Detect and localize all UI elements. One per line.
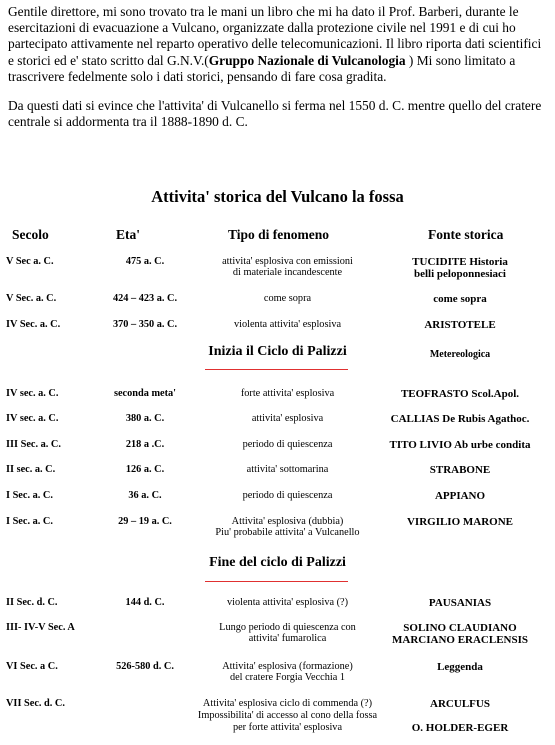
cell-eta: 424 – 423 a. C.	[112, 293, 178, 304]
table-row	[0, 516, 555, 546]
cell-tipo: attivita' sottomarina	[246, 464, 329, 475]
intro-p1-part-b: ) Mi sono limitato a trascrivere fedelmente solo i dati storici, pensando di fare cosa gradita.	[8, 52, 516, 84]
cell-fonte: come sopra	[433, 293, 487, 305]
cell-tipo: forte attivita' esplosiva	[240, 388, 335, 399]
section-rule-1	[205, 369, 348, 370]
table-row	[0, 622, 555, 652]
cell-tipo: Attivita' esplosiva (formazione) del cratere Forgia Vecchia 1	[222, 661, 353, 683]
cell-eta: 370 – 350 a. C.	[112, 319, 178, 330]
cell-secolo: IV sec. a. C.	[6, 413, 59, 424]
cell-secolo: I Sec. a. C.	[6, 516, 53, 527]
cell-fonte: TUCIDITE Historia belli peloponnesiaci	[412, 256, 508, 280]
cell-secolo: V Sec a. C.	[6, 256, 54, 267]
cell-secolo: III Sec. a. C.	[6, 439, 61, 450]
cell-eta: 380 a. C.	[125, 413, 165, 424]
cell-fonte: SOLINO CLAUDIANO MARCIANO ERACLENSIS	[392, 622, 528, 646]
cell-fonte: TEOFRASTO Scol.Apol.	[400, 388, 520, 400]
cell-tipo: attivita' esplosiva	[251, 413, 324, 424]
cell-tipo: come sopra	[263, 293, 312, 304]
table-row	[0, 661, 555, 691]
cell-secolo: I Sec. a. C.	[6, 490, 53, 501]
cell-eta: 29 – 19 a. C.	[118, 516, 172, 527]
header-tipo: Tipo di fenomeno	[228, 227, 330, 242]
intro-p1-part-a: Gentile direttore, mi sono trovato tra le mani un libro che mi ha dato il Prof. Barberi, durante le esercitazioni di evacuazione a Vulcano, organizzate dalla protezione civile nel 1991 e di cui ho partecipato attivamente nel reparto operativo delle telecomunicazioni. Il libro riporta dati scientifici e storici ed e' stato scritto dal G.N.V.(	[8, 4, 542, 68]
intro-paragraph-1	[8, 4, 548, 85]
header-secolo: Secolo	[12, 227, 49, 242]
section-fine-ciclo: Fine del ciclo di Palizzi	[209, 555, 346, 570]
cell-eta: 144 d. C.	[125, 597, 165, 608]
cell-secolo: IV sec. a. C.	[6, 388, 59, 399]
cell-fonte: CALLIAS De Rubis Agathoc.	[390, 413, 530, 425]
cell-secolo: III- IV-V Sec. A	[6, 622, 75, 633]
cell-tipo: Lungo periodo di quiescenza con attivita' fumarolica	[219, 622, 356, 644]
header-fonte: Fonte storica	[428, 227, 504, 242]
table-title: Attivita' storica del Vulcano la fossa	[151, 187, 404, 206]
section-inizia-ciclo: Inizia il Ciclo di Palizzi	[208, 344, 347, 359]
intro-text	[8, 4, 548, 130]
cell-fonte: APPIANO	[434, 490, 486, 502]
table-row	[0, 698, 555, 744]
section-rule-2	[205, 581, 348, 582]
cell-eta: 475 a. C.	[125, 256, 165, 267]
cell-tipo: Attivita' esplosiva ciclo di commenda (?) Impossibilita' di accesso al cono della fossa per forte attivita' esplosiva	[197, 698, 378, 733]
cell-secolo: II Sec. d. C.	[6, 597, 58, 608]
cell-secolo: VII Sec. d. C.	[6, 698, 65, 709]
cell-tipo: violenta attivita' esplosiva (?)	[226, 597, 349, 608]
cell-eta: 126 a. C.	[125, 464, 165, 475]
cell-fonte: TITO LIVIO Ab urbe condita	[389, 439, 531, 451]
cell-fonte: PAUSANIAS	[428, 597, 492, 609]
intro-paragraph-2: Da questi dati si evince che l'attivita' di Vulcanello si ferma nel 1550 d. C. mentre quello del cratere centrale si addormenta tra il 1888-1890 d. C.	[8, 98, 542, 130]
cell-tipo: periodo di quiescenza	[242, 439, 333, 450]
cell-fonte: ARISTOTELE	[424, 319, 496, 331]
cell-secolo: II sec. a. C.	[6, 464, 56, 475]
cell-secolo: V Sec. a. C.	[6, 293, 57, 304]
header-eta: Eta'	[116, 227, 141, 242]
table-row	[0, 256, 555, 286]
intro-p1-bold: Gruppo Nazionale di Vulcanologia	[208, 52, 406, 68]
cell-secolo: VI Sec. a C.	[6, 661, 58, 672]
cell-tipo: periodo di quiescenza	[242, 490, 333, 501]
cell-tipo: attivita' esplosiva con emissioni di materiale incandescente	[222, 256, 353, 278]
cell-tipo: Attivita' esplosiva (dubbia) Piu' probabile attivita' a Vulcanello	[215, 516, 360, 538]
cell-fonte: VIRGILIO MARONE	[406, 516, 514, 528]
cell-fonte: Leggenda	[437, 661, 483, 673]
cell-tipo: violenta attivita' esplosiva	[233, 319, 342, 330]
cell-fonte: STRABONE	[429, 464, 491, 476]
cell-secolo: IV Sec. a. C.	[6, 319, 61, 330]
cell-eta: seconda meta'	[113, 388, 177, 399]
cell-fonte: ARCULFUS O. HOLDER-EGER	[411, 698, 509, 734]
cell-eta: 36 a. C.	[128, 490, 162, 501]
fonte-metereologica: Metereologica	[429, 349, 491, 360]
cell-eta: 526-580 d. C.	[116, 661, 174, 672]
cell-eta: 218 a .C.	[125, 439, 165, 450]
